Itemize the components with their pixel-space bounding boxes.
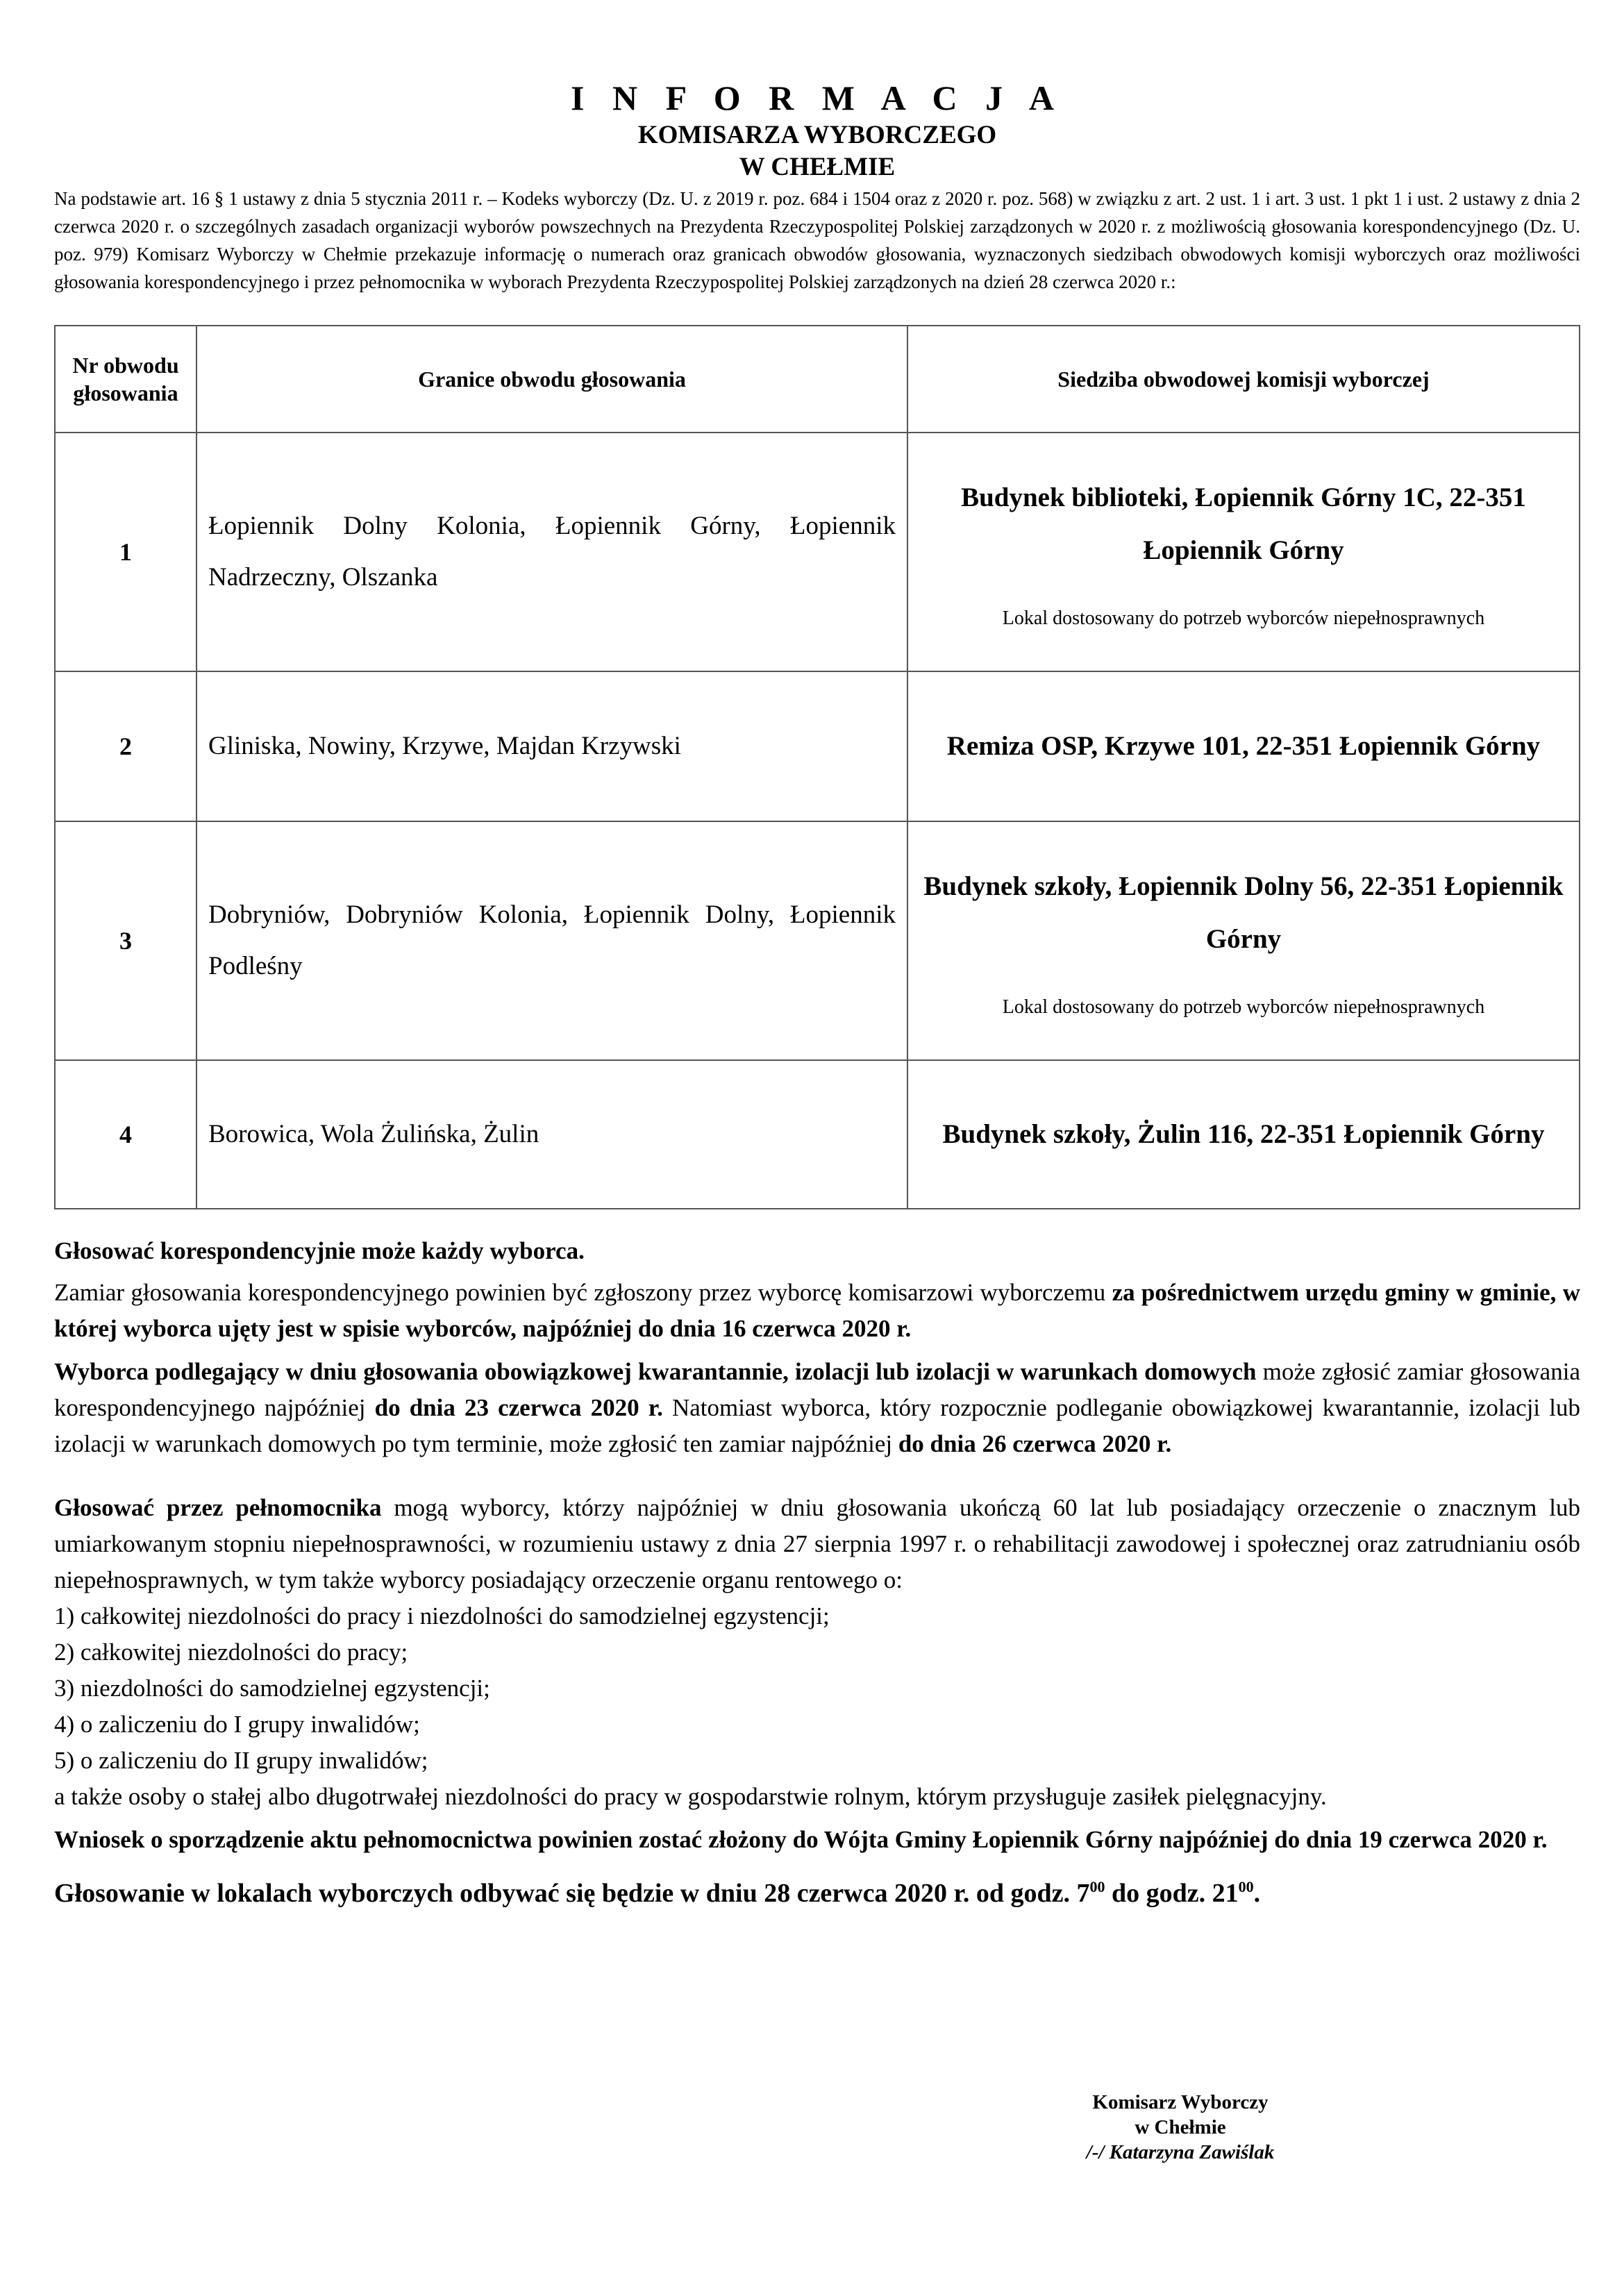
proxy-voting-text: mogą wyborcy, którzy najpóźniej w dniu głosowania ukończą 60 lat lub posiadający orzeczenie o znacznym lub umiarkowanym stopniu niepełnosprawności, w rozumieniu ustawy z dnia 27 sierpnia 1997 r. o rehabilitacji zawodowej i społecznej oraz zatrudnianiu osób niepełnosprawnych, w tym także wyborcy posiadający orzeczenie organu rentowego o: <box>54 1494 1580 1593</box>
list-item: 5) o zaliczeniu do II grupy inwalidów; <box>54 1747 428 1774</box>
list-item: 1) całkowitej niezdolności do pracy i niezdolności do samodzielnej egzystencji; <box>54 1602 830 1629</box>
table-row <box>55 1060 1580 1209</box>
seat-address: Remiza OSP, Krzywe 101, 22-351 Łopiennik Górny <box>946 731 1541 761</box>
list-item: 2) całkowitej niezdolności do pracy; <box>54 1639 408 1666</box>
voting-hours <box>54 1875 1580 1912</box>
district-seat <box>907 433 1580 671</box>
district-bounds: Gliniska, Nowiny, Krzywe, Majdan Krzywski <box>196 671 907 821</box>
document-subtitle-line1: KOMISARZA WYBORCZEGO <box>637 121 997 149</box>
signature-title: Komisarz Wyborczy <box>1092 2091 1269 2113</box>
seat-address: Budynek szkoły, Żulin 116, 22-351 Łopiennik Górny <box>942 1119 1545 1149</box>
accessibility-note: Lokal dostosowany do potrzeb wyborców niepełnosprawnych <box>1002 607 1485 629</box>
table-row <box>55 671 1580 821</box>
document-page <box>54 76 1580 1912</box>
header-nr-line1: Nr obwodu <box>72 353 179 378</box>
intro-paragraph: Na podstawie art. 16 § 1 ustawy z dnia 5 stycznia 2011 r. – Kodeks wyborczy (Dz. U. z 2019 r. poz. 684 i 1504 oraz z 2020 r. poz. 568) w związku z art. 2 ust. 1 i art. 3 ust. 1 pkt 1 i ust. 2 ustawy z dnia 2 czerwca 2020 r. o szczególnych zasadach organizacji wyborów powszechnych na Prezydenta Rzeczypospolitej Polskiej zarządzonych w 2020 r. z możliwością głosowania korespondencyjnego (Dz. U. poz. 979) Komisarz Wyborczy w Chełmie przekazuje informację o numerach oraz granicach obwodów głosowania, wyznaczonych siedzibach obwodowych komisji wyborczych oraz możliwości głosowania korespondencyjnego i przez pełnomocnika w wyborach Prezydenta Rzeczypospolitej Polskiej zarządzonych na dzień 28 czerwca 2020 r.: <box>54 188 1580 292</box>
voting-hours-sup-1: 00 <box>1089 1878 1105 1895</box>
quarantine-deadline-1: do dnia 23 czerwca 2020 r. <box>374 1394 663 1421</box>
district-number: 1 <box>55 433 196 671</box>
voting-hours-text-3: . <box>1253 1879 1261 1908</box>
mail-voting-section <box>54 1233 1580 1462</box>
district-number: 3 <box>55 821 196 1060</box>
district-seat <box>907 821 1580 1060</box>
seat-address: Budynek biblioteki, Łopiennik Górny 1C, 22-351 Łopiennik Górny <box>961 483 1526 565</box>
quarantine-text-2: Natomiast wyborca, który rozpocznie podleganie obowiązkowej kwarantannie, izolacji lub izolacji w warunkach domowych po tym terminie, może zgłosić ten zamiar najpóźniej <box>54 1394 1580 1457</box>
list-item: 4) o zaliczeniu do I grupy inwalidów; <box>54 1711 420 1738</box>
table-header-row <box>55 326 1580 433</box>
district-bounds: Łopiennik Dolny Kolonia, Łopiennik Górny, Łopiennik Nadrzeczny, Olszanka <box>196 433 907 671</box>
district-bounds: Dobryniów, Dobryniów Kolonia, Łopiennik Dolny, Łopiennik Podleśny <box>196 821 907 1060</box>
voting-hours-sup-2: 00 <box>1238 1878 1254 1895</box>
district-seat <box>907 671 1580 821</box>
header-nr-line2: głosowania <box>73 380 178 405</box>
quarantine-deadline-2: do dnia 26 czerwca 2020 r. <box>898 1430 1172 1457</box>
document-title: I N F O R M A C J A <box>571 78 1064 117</box>
accessibility-note: Lokal dostosowany do potrzeb wyborców niepełnosprawnych <box>1002 996 1485 1018</box>
table-row <box>55 821 1580 1060</box>
voting-hours-text-1: Głosowanie w lokalach wyborczych odbywać się będzie w dniu 28 czerwca 2020 r. od godz. 7 <box>54 1879 1090 1908</box>
proxy-voting-section <box>54 1490 1580 1858</box>
district-bounds: Borowica, Wola Żulińska, Żulin <box>196 1060 907 1209</box>
district-seat <box>907 1060 1580 1209</box>
proxy-voting-lead: Głosować przez pełnomocnika <box>54 1494 382 1521</box>
district-number: 4 <box>55 1060 196 1209</box>
table-row <box>55 433 1580 671</box>
signature-office: w Chełmie <box>1135 2116 1226 2138</box>
mail-voting-paragraph-1 <box>54 1275 1580 1347</box>
mail-voting-p1-text: Zamiar głosowania korespondencyjnego powinien być zgłoszony przez wyborcę komisarzowi wyborczemu <box>54 1279 1112 1306</box>
farm-workers-paragraph: a także osoby o stałej albo długotrwałej niezdolności do pracy w gospodarstwie rolnym, którym przysługuje zasiłek pielęgnacyjny. <box>54 1783 1327 1810</box>
voting-hours-text-2: do godz. 21 <box>1105 1879 1239 1908</box>
districts-table <box>54 325 1580 1209</box>
seat-address: Budynek szkoły, Łopiennik Dolny 56, 22-351 Łopiennik Górny <box>923 871 1564 954</box>
header-nr <box>55 326 196 433</box>
mail-voting-paragraph-2 <box>54 1354 1580 1462</box>
signature-block <box>972 2090 1389 2165</box>
district-number: 2 <box>55 671 196 821</box>
quarantine-text-1: może zgłosić zamiar głosowania korespondencyjnego najpóźniej <box>54 1358 1580 1421</box>
header-bounds: Granice obwodu głosowania <box>196 326 907 433</box>
list-item: 3) niezdolności do samodzielnej egzystencji; <box>54 1675 490 1702</box>
mail-voting-p1-deadline: za pośrednictwem urzędu gminy w gminie, w której wyborca ujęty jest w spisie wyborców, najpóźniej do dnia 16 czerwca 2020 r. <box>54 1279 1580 1342</box>
mail-voting-heading: Głosować korespondencyjnie może każdy wyborca. <box>54 1237 585 1264</box>
signature-name: /-/ Katarzyna Zawiślak <box>1086 2141 1275 2163</box>
proxy-voting-paragraph <box>54 1490 1580 1598</box>
proxy-deadline-paragraph: Wniosek o sporządzenie aktu pełnomocnictwa powinien zostać złożony do Wójta Gminy Łopiennik Górny najpóźniej do dnia 19 czerwca 2020 r. <box>54 1826 1548 1853</box>
header-seat: Siedziba obwodowej komisji wyborczej <box>907 326 1580 433</box>
document-subtitle-line2: W CHEŁMIE <box>739 153 896 181</box>
quarantine-voter-text: Wyborca podlegający w dniu głosowania obowiązkowej kwarantannie, izolacji lub izolacji w warunkach domowych <box>54 1358 1257 1385</box>
